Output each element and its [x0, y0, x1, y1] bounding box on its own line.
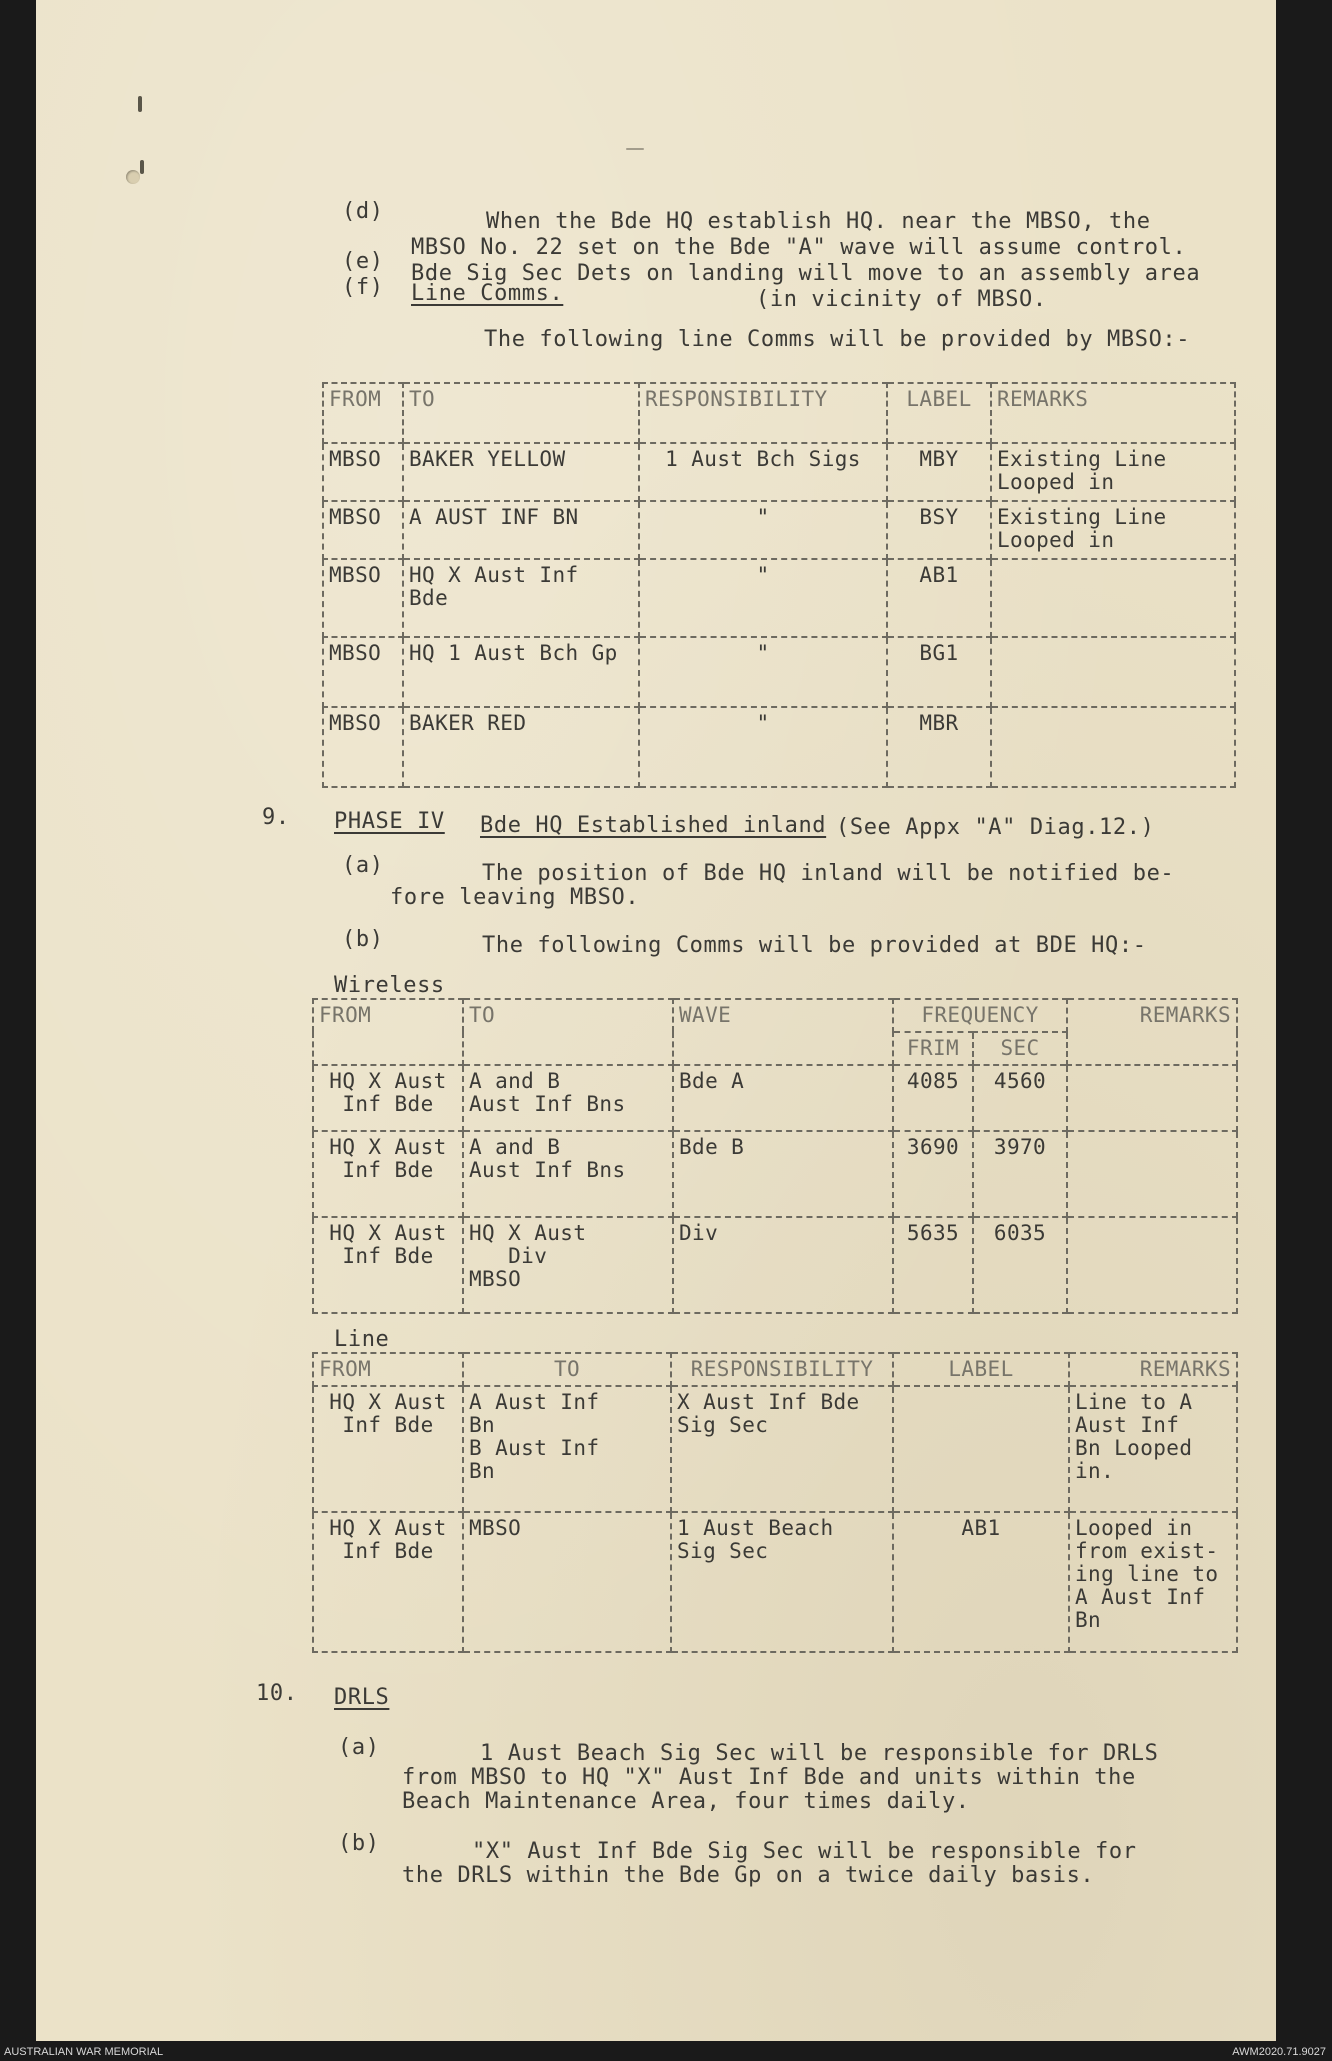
table-header: FROM [323, 383, 403, 443]
section-10-a-line-3: Beach Maintenance Area, four times daily. [402, 1789, 970, 1814]
section-9-a-line-1: The position of Bde HQ inland will be notified be- [482, 861, 1175, 886]
table-header: TO [403, 383, 639, 443]
wireless-label: Wireless [334, 973, 445, 998]
line-comms-intro: The following line Comms will be provided by MBSO:- [484, 327, 1191, 352]
line-label: Line [334, 1327, 390, 1352]
line-comms-table [322, 382, 1236, 788]
section-10-b-line-1: "X" Aust Inf Bde Sig Sec will be responsible for [472, 1839, 1137, 1864]
table-header: REMARKS [1069, 1353, 1237, 1386]
table-header: RESPONSIBILITY [639, 383, 887, 443]
para-f-text: Line Comms. [411, 281, 564, 306]
section-10-heading: DRLS [334, 1685, 390, 1710]
section-10-number: 10. [256, 1681, 298, 1706]
para-e-label: (e) [342, 249, 384, 274]
section-9-ref: (See Appx "A" Diag.12.) [836, 815, 1155, 840]
table-row: HQ X Aust Inf Bde A and B Aust Inf Bns Bde A 4085 4560 [313, 1065, 1237, 1131]
table-header: WAVE [673, 999, 893, 1065]
table-subheader: SEC [973, 1032, 1067, 1065]
para-d-line-1: When the Bde HQ establish HQ. near the MBSO, the [486, 209, 1151, 234]
section-9-a-line-2: fore leaving MBSO. [390, 885, 640, 910]
section-9-subheading: Bde HQ Established inland [480, 813, 827, 838]
table-header: FREQUENCY [893, 999, 1067, 1032]
table-row: HQ X Aust Inf Bde A Aust Inf Bn B Aust Inf Bn X Aust Inf Bde Sig Sec Line to A Aust Inf Bn Looped in. [313, 1386, 1237, 1512]
staple-mark [138, 96, 142, 112]
page-mark [626, 148, 644, 150]
section-10-a-label: (a) [338, 1735, 380, 1760]
line-table-bde [312, 1352, 1238, 1653]
table-row: MBSO BAKER RED " MBR [323, 707, 1235, 787]
table-header: TO [463, 1353, 671, 1386]
table-header: LABEL [893, 1353, 1069, 1386]
section-9-number: 9. [262, 805, 290, 830]
para-e-text-2: (in vicinity of MBSO. [756, 287, 1047, 312]
table-row: MBSO HQ 1 Aust Bch Gp " BG1 [323, 637, 1235, 707]
table-header: REMARKS [1067, 999, 1237, 1065]
section-9-b-label: (b) [342, 927, 384, 952]
section-10-b-line-2: the DRLS within the Bde Gp on a twice daily basis. [402, 1863, 1095, 1888]
table-row: HQ X Aust Inf Bde MBSO 1 Aust Beach Sig Sec AB1 Looped in from exist- ing line to A Aust Inf Bn [313, 1512, 1237, 1652]
table-row: MBSO A AUST INF BN " BSY Existing Line Looped in [323, 501, 1235, 559]
table-header: LABEL [887, 383, 991, 443]
document-page [36, 0, 1276, 2041]
wireless-comms-table [312, 998, 1238, 1314]
section-9-heading: PHASE IV [334, 809, 445, 834]
section-10-a-line-2: from MBSO to HQ "X" Aust Inf Bde and units within the [402, 1765, 1136, 1790]
footer-accession-number: AWM2020.71.9027 [1232, 2046, 1326, 2058]
staple-mark [140, 160, 144, 174]
table-header: REMARKS [991, 383, 1235, 443]
table-header: FROM [313, 999, 463, 1065]
table-header: FROM [313, 1353, 463, 1386]
table-header: TO [463, 999, 673, 1065]
para-d-line-2: MBSO No. 22 set on the Bde "A" wave will assume control. [411, 235, 1187, 260]
punch-hole [126, 170, 140, 184]
section-9-a-label: (a) [342, 853, 384, 878]
section-10-b-label: (b) [338, 1831, 380, 1856]
footer-credit: AUSTRALIAN WAR MEMORIAL [4, 2046, 164, 2058]
section-9-b-text: The following Comms will be provided at BDE HQ:- [482, 933, 1147, 958]
table-row: MBSO HQ X Aust Inf Bde " AB1 [323, 559, 1235, 637]
table-subheader: FRIM [893, 1032, 973, 1065]
table-row: HQ X Aust Inf Bde A and B Aust Inf Bns Bde B 3690 3970 [313, 1131, 1237, 1217]
para-f-label: (f) [342, 275, 384, 300]
table-row: MBSO BAKER YELLOW 1 Aust Bch Sigs MBY Existing Line Looped in [323, 443, 1235, 501]
section-10-a-line-1: 1 Aust Beach Sig Sec will be responsible for DRLS [480, 1741, 1159, 1766]
table-header: RESPONSIBILITY [671, 1353, 893, 1386]
para-e-text: Bde Sig Sec Dets on landing will move to an assembly area [411, 261, 1201, 286]
para-d-label: (d) [342, 199, 384, 224]
table-row: HQ X Aust Inf Bde HQ X Aust Div MBSO Div 5635 6035 [313, 1217, 1237, 1313]
